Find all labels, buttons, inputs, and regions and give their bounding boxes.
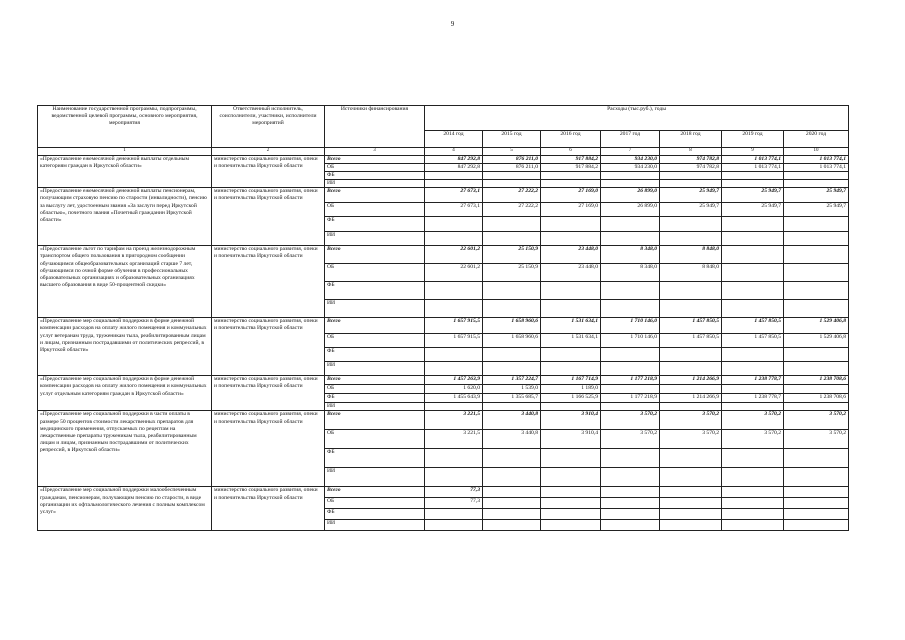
program-name: «Предоставление ежемесячной денежной выплаты пенсионерам, получающим страховую пенсию по старости (инвалидности), пенсию за выслугу лет, удостоенным звания «За заслуги перед Иркутской областью», почетного звания «Почетный гражданин Иркутской области»	[38, 188, 212, 246]
column-index: 8	[660, 148, 722, 156]
amount-cell	[722, 498, 784, 509]
amount-cell: 27 169,0	[541, 188, 601, 203]
amount-cell: 876 211,0	[483, 156, 541, 164]
funding-source: ФБ	[325, 282, 425, 300]
amount-cell: 1 710 146,0	[601, 334, 660, 348]
amount-cell: 1 710 146,0	[601, 318, 660, 334]
amount-cell: 3 570,2	[660, 411, 722, 430]
amount-cell: 1 455 643,9	[425, 394, 483, 403]
amount-cell: 1 013 774,1	[722, 156, 784, 164]
amount-cell: 1 166 525,9	[541, 394, 601, 403]
amount-cell	[722, 232, 784, 246]
column-index: 5	[483, 148, 541, 156]
amount-cell	[784, 180, 849, 188]
program-name: «Предоставление мер социальной поддержки в форме денежной компенсации расходов на оплату жилого помещения и коммунальных услуг отдельным категориям граждан в Иркутской области»	[38, 376, 212, 411]
amount-cell	[722, 300, 784, 318]
budget-table	[37, 105, 849, 531]
amount-cell	[601, 498, 660, 509]
amount-cell: 847 292,8	[425, 156, 483, 164]
amount-cell: 3 221,5	[425, 430, 483, 449]
amount-cell: 1 457 850,5	[660, 334, 722, 348]
amount-cell: 934 230,0	[601, 156, 660, 164]
amount-cell	[601, 385, 660, 394]
amount-cell	[722, 520, 784, 531]
amount-cell: 1 177 218,9	[601, 376, 660, 385]
amount-cell: 1 657 915,5	[425, 318, 483, 334]
amount-cell	[784, 498, 849, 509]
amount-cell: 25 949,7	[784, 203, 849, 217]
page-number: 9	[450, 20, 455, 28]
amount-cell: 1 457 263,9	[425, 376, 483, 385]
funding-source: ФБ	[325, 217, 425, 232]
funding-source: ФБ	[325, 394, 425, 403]
amount-cell: 3 221,5	[425, 411, 483, 430]
executor-name: министерство социального развития, опеки и попечительства Иркутской области	[212, 188, 325, 246]
program-name: «Предоставление мер социальной поддержки в части оплаты в размере 50 процентов стоимости лекарственных препаратов для медицинского применения, отпускаемых по рецептам на лекарственные препараты труженикам тыла, реабилитированным лицам и лицам, признанным пострадавшими от политических репрессий, в Иркутской области»	[38, 411, 212, 487]
amount-cell	[784, 520, 849, 531]
amount-cell: 25 949,7	[722, 203, 784, 217]
amount-cell	[425, 232, 483, 246]
amount-cell	[483, 520, 541, 531]
amount-cell: 1 529 406,8	[784, 318, 849, 334]
amount-cell	[660, 172, 722, 180]
amount-cell	[601, 449, 660, 468]
amount-cell	[722, 487, 784, 498]
funding-source: ОБ	[325, 430, 425, 449]
amount-cell	[601, 362, 660, 376]
amount-cell	[660, 300, 722, 318]
amount-cell	[784, 282, 849, 300]
amount-cell	[784, 385, 849, 394]
amount-cell: 25 949,7	[660, 188, 722, 203]
amount-cell	[541, 217, 601, 232]
amount-cell	[660, 232, 722, 246]
amount-cell	[660, 449, 722, 468]
amount-cell	[601, 468, 660, 487]
funding-source: Всего	[325, 376, 425, 385]
amount-cell	[541, 180, 601, 188]
amount-cell: 1 531 634,1	[541, 334, 601, 348]
amount-cell: 27 222,2	[483, 203, 541, 217]
amount-cell	[784, 487, 849, 498]
amount-cell: 3 570,2	[722, 430, 784, 449]
amount-cell	[601, 348, 660, 362]
amount-cell: 847 292,8	[425, 164, 483, 172]
amount-cell: 1 238 708,6	[784, 376, 849, 385]
amount-cell	[784, 362, 849, 376]
amount-cell	[660, 348, 722, 362]
column-index: 2	[212, 148, 325, 156]
funding-source: Всего	[325, 487, 425, 498]
funding-source: ОБ	[325, 264, 425, 282]
amount-cell	[425, 282, 483, 300]
executor-name: министерство социального развития, опеки и попечительства Иркутской области	[212, 246, 325, 318]
amount-cell	[722, 385, 784, 394]
amount-cell	[660, 487, 722, 498]
amount-cell: 1 238 778,7	[722, 394, 784, 403]
amount-cell: 25 150,9	[483, 264, 541, 282]
amount-cell: 23 448,0	[541, 264, 601, 282]
table-row	[38, 318, 849, 334]
amount-cell	[601, 520, 660, 531]
amount-cell	[601, 403, 660, 411]
amount-cell	[483, 232, 541, 246]
executor-name: министерство социального развития, опеки и попечительства Иркутской области	[212, 411, 325, 487]
amount-cell: 77,3	[425, 498, 483, 509]
funding-source: ИИ	[325, 468, 425, 487]
amount-cell: 1 013 774,1	[784, 164, 849, 172]
amount-cell	[660, 403, 722, 411]
amount-cell: 917 884,2	[541, 164, 601, 172]
amount-cell: 1 658 960,6	[483, 318, 541, 334]
amount-cell: 1 657 915,5	[425, 334, 483, 348]
column-index: 3	[325, 148, 425, 156]
funding-source: ФБ	[325, 509, 425, 520]
header-source: Источники финансирования	[325, 106, 425, 148]
funding-source: ОБ	[325, 498, 425, 509]
amount-cell	[784, 217, 849, 232]
amount-cell	[541, 487, 601, 498]
table-row	[38, 246, 849, 264]
amount-cell	[784, 468, 849, 487]
amount-cell	[601, 509, 660, 520]
amount-cell: 1 214 266,9	[660, 376, 722, 385]
header-year: 2017 год	[601, 131, 660, 148]
amount-cell: 22 601,2	[425, 264, 483, 282]
funding-source: Всего	[325, 188, 425, 203]
amount-cell	[784, 348, 849, 362]
amount-cell	[722, 172, 784, 180]
amount-cell: 3 570,2	[601, 430, 660, 449]
amount-cell	[541, 509, 601, 520]
amount-cell	[541, 449, 601, 468]
amount-cell: 876 211,0	[483, 164, 541, 172]
funding-source: ОБ	[325, 164, 425, 172]
amount-cell: 27 169,0	[541, 203, 601, 217]
header-program: Наименование государственной программы, подпрограммы, ведомственной целевой программы, основного мероприятия, мероприятия	[38, 106, 212, 148]
amount-cell: 974 782,8	[660, 164, 722, 172]
header-year: 2018 год	[660, 131, 722, 148]
header-expenses: Расходы (тыс.руб.), годы	[425, 106, 849, 131]
amount-cell	[601, 282, 660, 300]
amount-cell: 1 167 714,9	[541, 376, 601, 385]
amount-cell	[722, 403, 784, 411]
amount-cell	[425, 403, 483, 411]
funding-source: ИИ	[325, 300, 425, 318]
amount-cell	[722, 246, 784, 264]
amount-cell	[660, 509, 722, 520]
amount-cell: 27 673,1	[425, 203, 483, 217]
amount-cell	[425, 362, 483, 376]
amount-cell: 3 440,8	[483, 430, 541, 449]
funding-source: ФБ	[325, 449, 425, 468]
amount-cell: 3 570,2	[601, 411, 660, 430]
executor-name: министерство социального развития, опеки и попечительства Иркутской области	[212, 318, 325, 376]
funding-source: ОБ	[325, 385, 425, 394]
amount-cell: 3 910,4	[541, 411, 601, 430]
amount-cell: 25 949,7	[722, 188, 784, 203]
amount-cell	[425, 348, 483, 362]
amount-cell	[601, 217, 660, 232]
funding-source: ФБ	[325, 348, 425, 362]
executor-name: министерство социального развития, опеки и попечительства Иркутской области	[212, 487, 325, 531]
amount-cell	[660, 520, 722, 531]
amount-cell: 1 620,0	[425, 385, 483, 394]
amount-cell	[483, 487, 541, 498]
amount-cell	[483, 217, 541, 232]
amount-cell	[541, 232, 601, 246]
amount-cell	[425, 520, 483, 531]
column-index: 7	[601, 148, 660, 156]
amount-cell	[784, 246, 849, 264]
amount-cell	[483, 172, 541, 180]
amount-cell	[541, 520, 601, 531]
funding-source: ИИ	[325, 362, 425, 376]
amount-cell	[660, 282, 722, 300]
amount-cell: 1 013 774,1	[784, 156, 849, 164]
amount-cell	[722, 362, 784, 376]
program-name: «Предоставление мер социальной поддержки малообеспеченным гражданам, пенсионерам, получающим пенсию по старости, в виде организации их офтальмологического лечения с полным комплексом услуг»	[38, 487, 212, 531]
amount-cell	[784, 449, 849, 468]
amount-cell	[541, 498, 601, 509]
amount-cell	[425, 180, 483, 188]
amount-cell: 1 013 774,1	[722, 164, 784, 172]
amount-cell	[660, 385, 722, 394]
amount-cell	[601, 172, 660, 180]
amount-cell: 8 848,0	[660, 264, 722, 282]
amount-cell: 1 177 218,9	[601, 394, 660, 403]
column-index: 9	[722, 148, 784, 156]
amount-cell	[784, 232, 849, 246]
amount-cell: 1 189,0	[541, 385, 601, 394]
amount-cell	[722, 264, 784, 282]
amount-cell: 1 214 266,9	[660, 394, 722, 403]
amount-cell	[425, 217, 483, 232]
amount-cell: 917 884,2	[541, 156, 601, 164]
table-row	[38, 376, 849, 385]
table-row	[38, 156, 849, 164]
amount-cell	[541, 362, 601, 376]
program-name: «Предоставление мер социальной поддержки в форме денежной компенсации расходов на оплату жилого помещения и коммунальных услуг ветеранам труда, труженикам тыла, реабилитированным лицам и лицам, признанным пострадавшими от политических репрессий, в Иркутской области»	[38, 318, 212, 376]
amount-cell: 1 238 708,6	[784, 394, 849, 403]
amount-cell	[425, 468, 483, 487]
amount-cell: 8 348,0	[601, 246, 660, 264]
amount-cell	[483, 498, 541, 509]
program-name: «Предоставление ежемесячной денежной выплаты отдельным категориям граждан в Иркутской области»	[38, 156, 212, 188]
column-index: 1	[38, 148, 212, 156]
amount-cell: 3 910,4	[541, 430, 601, 449]
header-year: 2020 год	[784, 131, 849, 148]
amount-cell	[483, 282, 541, 300]
amount-cell	[722, 449, 784, 468]
amount-cell	[483, 300, 541, 318]
amount-cell	[601, 487, 660, 498]
funding-source: Всего	[325, 318, 425, 334]
amount-cell: 8 848,0	[660, 246, 722, 264]
amount-cell: 22 601,2	[425, 246, 483, 264]
amount-cell	[722, 509, 784, 520]
amount-cell	[784, 264, 849, 282]
amount-cell	[784, 172, 849, 180]
amount-cell: 1 357 224,7	[483, 376, 541, 385]
amount-cell: 1 457 850,5	[722, 318, 784, 334]
column-index: 4	[425, 148, 483, 156]
amount-cell	[722, 348, 784, 362]
amount-cell	[541, 300, 601, 318]
program-name: «Предоставление льгот по тарифам на проезд железнодорожным транспортом общего пользования в пригородном сообщении обучающимся общеобразовательных организаций старше 7 лет, обучающимся по очной форме обучения в профессиональных образовательных организациях и образовательных организациях высшего образования в виде 50-процентной скидки»	[38, 246, 212, 318]
amount-cell	[722, 217, 784, 232]
amount-cell	[784, 509, 849, 520]
header-executor: Ответственный исполнитель, соисполнители, участники, исполнители мероприятий	[212, 106, 325, 148]
amount-cell: 8 348,0	[601, 264, 660, 282]
amount-cell	[425, 449, 483, 468]
table-row	[38, 487, 849, 498]
header-year: 2016 год	[541, 131, 601, 148]
header-year: 2019 год	[722, 131, 784, 148]
column-index: 6	[541, 148, 601, 156]
amount-cell	[722, 468, 784, 487]
amount-cell	[601, 180, 660, 188]
amount-cell: 3 440,8	[483, 411, 541, 430]
amount-cell: 25 949,7	[784, 188, 849, 203]
header-year: 2015 год	[483, 131, 541, 148]
amount-cell: 23 448,0	[541, 246, 601, 264]
amount-cell: 1 238 778,7	[722, 376, 784, 385]
amount-cell: 974 782,8	[660, 156, 722, 164]
amount-cell	[660, 180, 722, 188]
funding-source: Всего	[325, 156, 425, 164]
amount-cell: 3 570,2	[784, 430, 849, 449]
amount-cell: 77,3	[425, 487, 483, 498]
amount-cell: 1 457 850,5	[660, 318, 722, 334]
amount-cell: 1 531 634,1	[541, 318, 601, 334]
amount-cell	[425, 300, 483, 318]
amount-cell: 934 230,0	[601, 164, 660, 172]
amount-cell	[541, 468, 601, 487]
funding-source: ОБ	[325, 334, 425, 348]
amount-cell	[483, 180, 541, 188]
amount-cell: 1 539,0	[483, 385, 541, 394]
amount-cell	[660, 217, 722, 232]
amount-cell: 27 673,1	[425, 188, 483, 203]
amount-cell: 26 899,0	[601, 203, 660, 217]
amount-cell	[483, 362, 541, 376]
amount-cell: 3 570,2	[722, 411, 784, 430]
amount-cell	[660, 498, 722, 509]
amount-cell: 3 570,2	[784, 411, 849, 430]
amount-cell	[601, 300, 660, 318]
amount-cell	[722, 282, 784, 300]
amount-cell	[425, 172, 483, 180]
amount-cell: 26 899,0	[601, 188, 660, 203]
amount-cell	[660, 362, 722, 376]
amount-cell: 25 949,7	[660, 203, 722, 217]
amount-cell	[483, 403, 541, 411]
table-row	[38, 188, 849, 203]
amount-cell	[722, 180, 784, 188]
amount-cell	[541, 282, 601, 300]
amount-cell	[541, 172, 601, 180]
table-body	[38, 156, 849, 531]
amount-cell: 1 457 850,5	[722, 334, 784, 348]
funding-source: ИИ	[325, 403, 425, 411]
amount-cell	[541, 348, 601, 362]
amount-cell	[483, 449, 541, 468]
amount-cell: 25 150,9	[483, 246, 541, 264]
amount-cell: 1 529 406,8	[784, 334, 849, 348]
amount-cell	[483, 509, 541, 520]
amount-cell	[483, 348, 541, 362]
amount-cell: 1 658 960,6	[483, 334, 541, 348]
funding-source: ИИ	[325, 232, 425, 246]
amount-cell	[541, 403, 601, 411]
funding-source: Всего	[325, 246, 425, 264]
amount-cell: 3 570,2	[660, 430, 722, 449]
funding-source: ИИ	[325, 180, 425, 188]
amount-cell	[483, 468, 541, 487]
column-index: 10	[784, 148, 849, 156]
funding-source: ФБ	[325, 172, 425, 180]
amount-cell	[601, 232, 660, 246]
executor-name: министерство социального развития, опеки и попечительства Иркутской области	[212, 376, 325, 411]
executor-name: министерство социального развития, опеки и попечительства Иркутской области	[212, 156, 325, 188]
amount-cell	[784, 403, 849, 411]
funding-source: ИИ	[325, 520, 425, 531]
funding-source: Всего	[325, 411, 425, 430]
funding-source: ОБ	[325, 203, 425, 217]
header-year: 2014 год	[425, 131, 483, 148]
amount-cell: 1 355 685,7	[483, 394, 541, 403]
table-row	[38, 411, 849, 430]
amount-cell: 27 222,2	[483, 188, 541, 203]
amount-cell	[425, 509, 483, 520]
amount-cell	[784, 300, 849, 318]
amount-cell	[660, 468, 722, 487]
